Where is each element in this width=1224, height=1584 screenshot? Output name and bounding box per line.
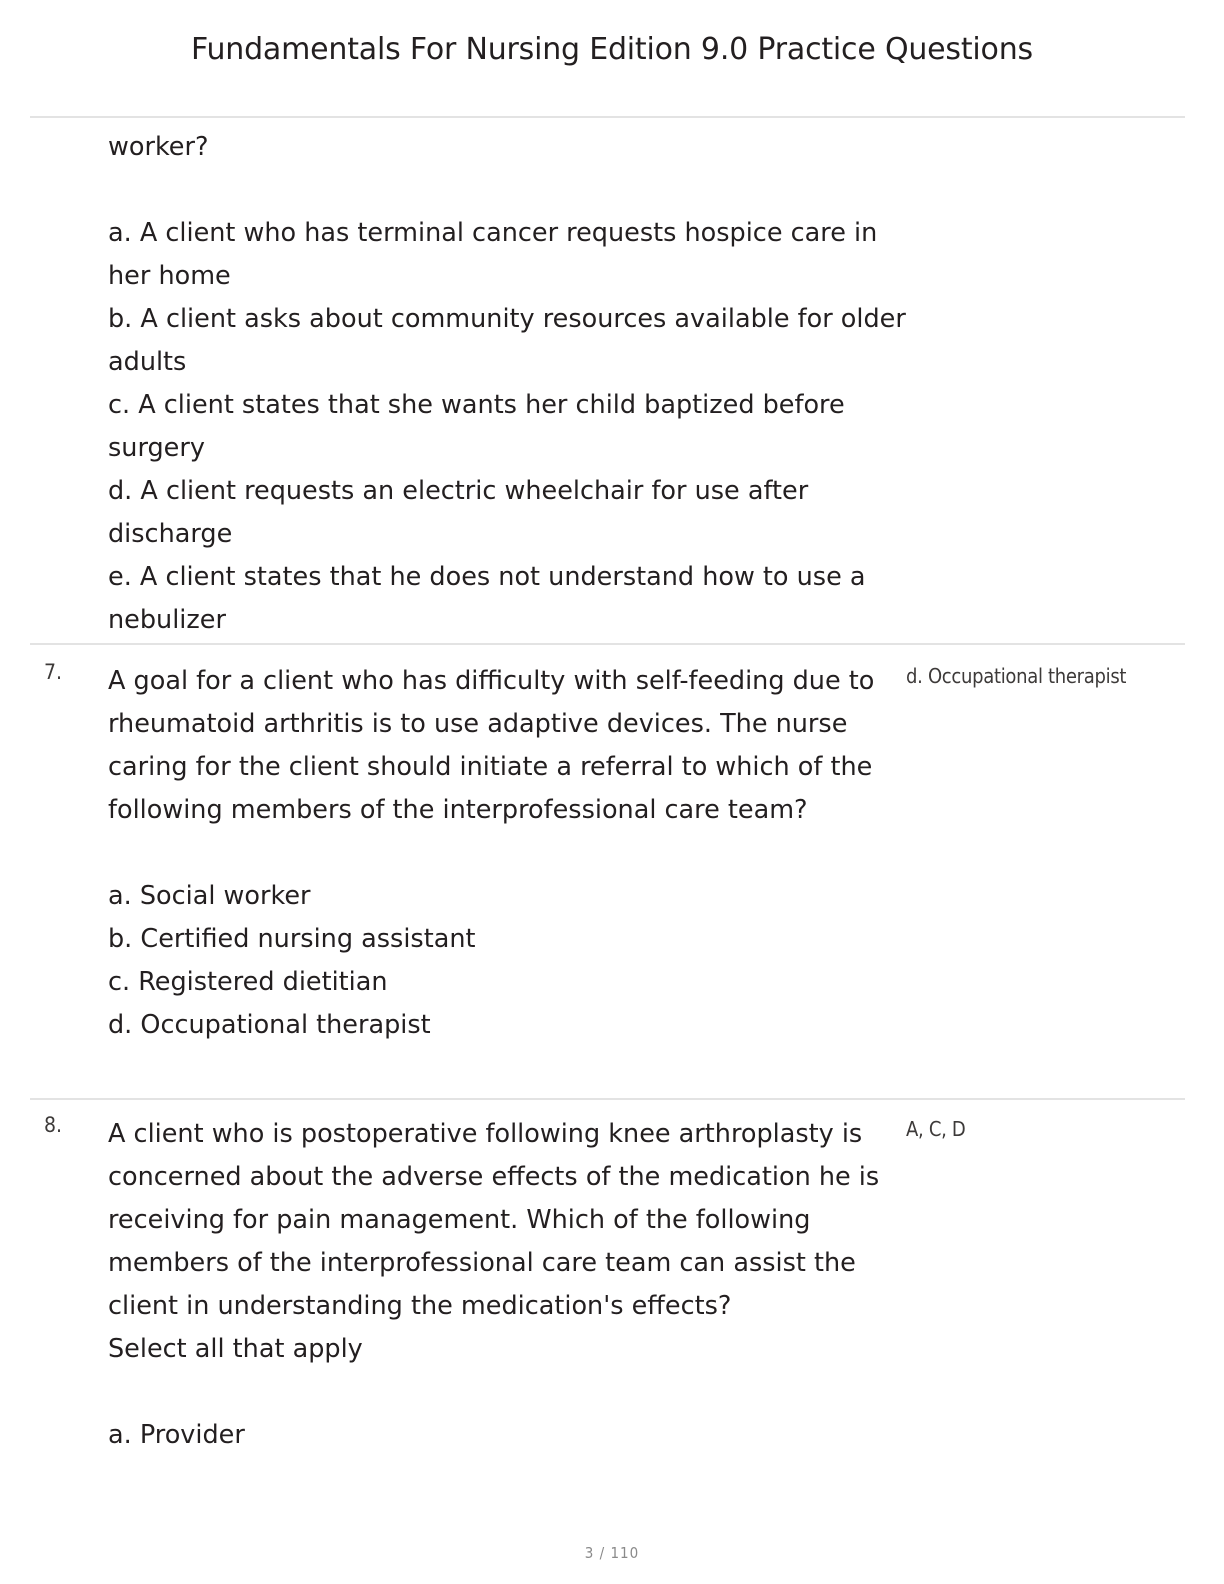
question-body	[108, 126, 908, 642]
question-instruction: Select all that apply	[108, 1334, 363, 1364]
answer-key: d. Occupational therapist	[906, 664, 1127, 688]
divider-question-7	[30, 643, 1185, 645]
option-e[interactable]: e. A client states that he does not understand how to use a nebulizer	[108, 562, 866, 635]
question-stem: A client who is postoperative following knee arthroplasty is concerned about the adverse effects of the medication he is receiving for pain management. Which of the following members of the interprofessional care team can assist the client in understanding the medication's effects?	[108, 1119, 880, 1321]
option-a[interactable]: a. A client who has terminal cancer requests hospice care in her home	[108, 218, 878, 291]
answer-key: A, C, D	[906, 1117, 966, 1141]
option-c[interactable]: c. A client states that she wants her child baptized before surgery	[108, 390, 845, 463]
question-body	[108, 660, 908, 1047]
question-body	[108, 1113, 908, 1457]
option-b[interactable]: b. A client asks about community resources available for older adults	[108, 304, 906, 377]
page-footer: 3 / 110	[584, 1544, 640, 1562]
question-number: 8.	[44, 1113, 63, 1137]
option-c[interactable]: c. Registered dietitian	[108, 967, 388, 997]
divider-top	[30, 116, 1185, 118]
option-d[interactable]: d. A client requests an electric wheelchair for use after discharge	[108, 476, 809, 549]
question-number: 7.	[44, 660, 63, 684]
question-stem-continued: worker?	[108, 132, 209, 162]
option-d[interactable]: d. Occupational therapist	[108, 1010, 431, 1040]
option-a[interactable]: a. Social worker	[108, 881, 311, 911]
option-a[interactable]: a. Provider	[108, 1420, 245, 1450]
divider-question-8	[30, 1098, 1185, 1100]
option-b[interactable]: b. Certified nursing assistant	[108, 924, 476, 954]
page-title: Fundamentals For Nursing Edition 9.0 Practice Questions	[191, 32, 1033, 67]
question-stem: A goal for a client who has difficulty with self-feeding due to rheumatoid arthritis is to use adaptive devices. The nurse caring for the client should initiate a referral to which of the following members of the interprofessional care team?	[108, 666, 875, 825]
